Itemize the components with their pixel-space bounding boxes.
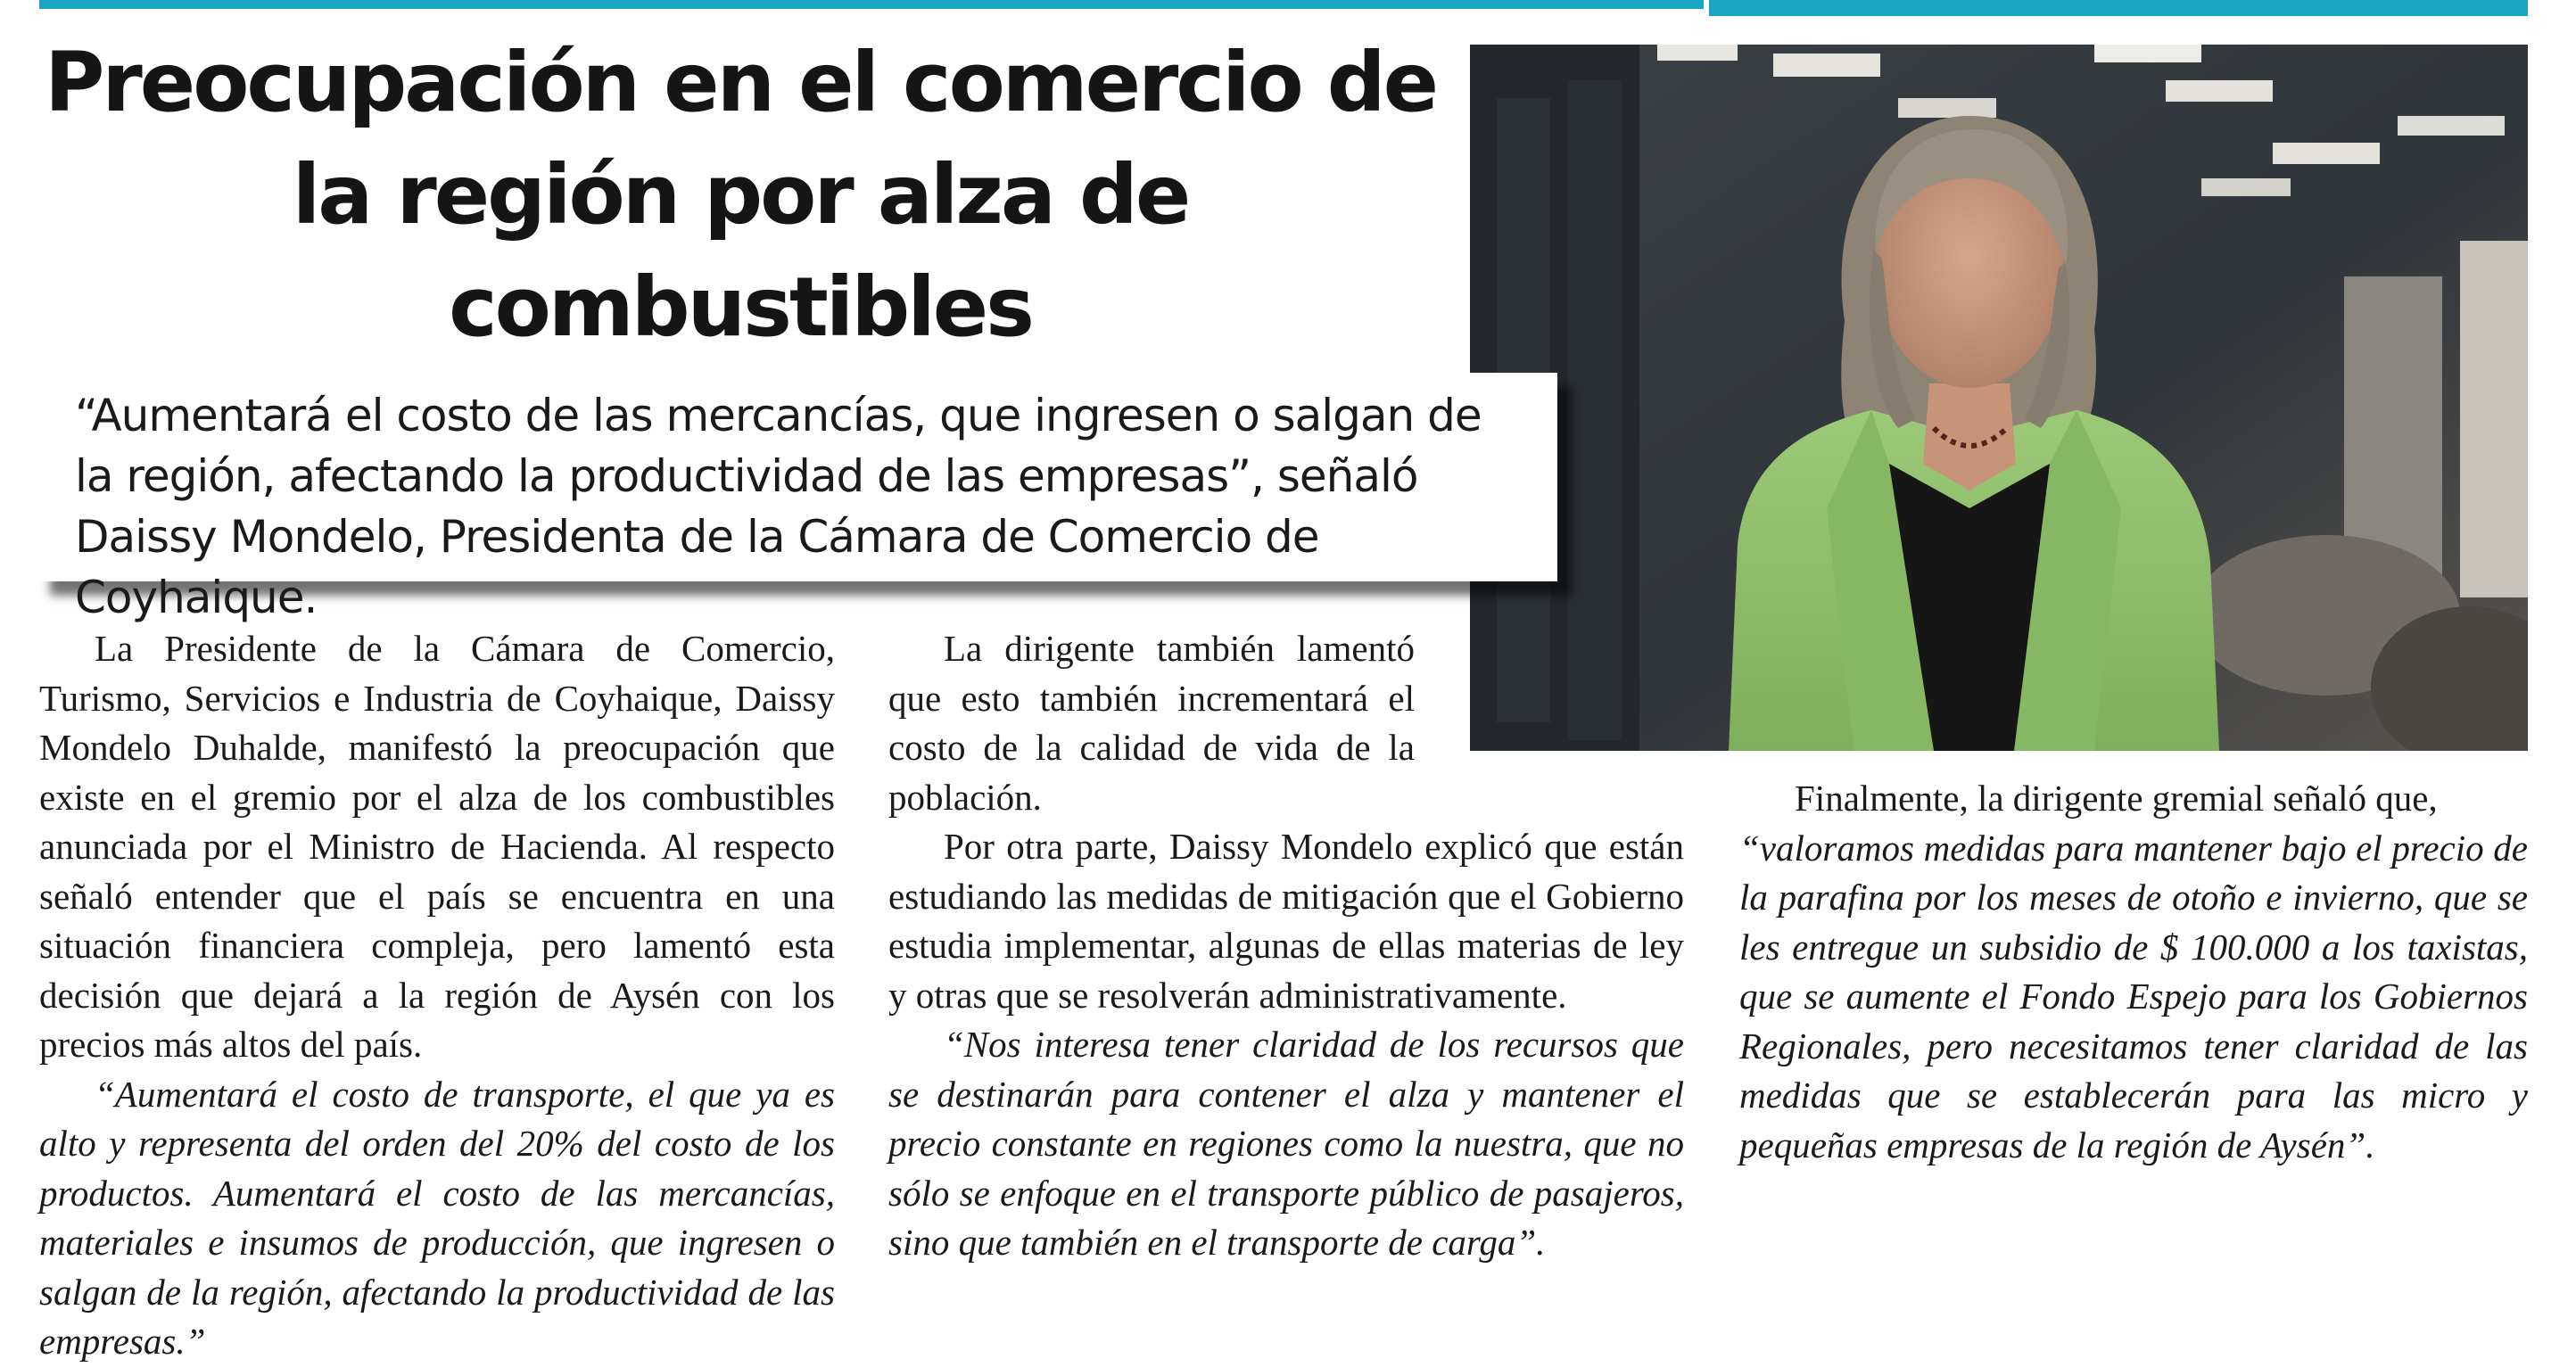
top-accent-bar [39,0,1704,9]
paragraph: Finalmente, la dirigente gremial señaló que, [1795,778,2438,819]
deck-quote: “Aumentará el costo de las mercancías, que ingresen o salgan de la región, afectando la productividad de las empresas”, señaló Daissy Mondelo, Presidenta de la Cámara de Comercio de Coyhaique. [75,390,1482,623]
paragraph: La dirigente también lamentó que esto también incrementará el costo de la calidad de vida de la población. [888,628,1415,818]
article-column-1 [39,624,835,1367]
top-accent-bar-right [1709,0,2528,16]
deck-quote-box [36,373,1557,623]
quote-paragraph: “Nos interesa tener claridad de los recursos que se destinarán para contener el alza y mantener el precio constante en regiones como la nuestra, que no sólo se enfoque en el transporte público de pasajeros, sino que también en el transporte de carga”. [888,1024,1684,1263]
paragraph: La Presidente de la Cámara de Comercio, Turismo, Servicios e Industria de Coyhaique, Daissy Mondelo Duhalde, manifestó la preocupación que existe en el gremio por el alza de los combustibles anunciada por el Ministro de Hacienda. Al respecto señaló entender que el país se encuentra en una situación financiera compleja, pero lamentó esta decisión que dejará a la región de Aysén con los precios más altos del país. [39,628,835,1065]
paragraph: Por otra parte, Daissy Mondelo explicó que están estudiando las medidas de mitigación que el Gobierno estudia implementar, algunas de ellas materias de ley y otras que se resolverán administrativamente. [888,826,1684,1016]
article-column-2 [888,624,1684,1268]
headline: Preocupación en el comercio de la región por alza de combustibles [45,35,1436,355]
quote-paragraph: “valoramos medidas para mantener bajo el precio de la parafina por los meses de otoño e invierno, que se les entregue un subsidio de $ 100.000 a los taxistas, que se aumente el Fondo Espejo para los Gobiernos Regionales, pero necesitamos tener claridad de las medidas que se establecerán para las micro y pequeñas empresas de la región de Aysén”. [1739,827,2528,1165]
quote-paragraph: “Aumentará el costo de transporte, el que ya es alto y representa del orden del 20% del costo de los productos. Aumentará el costo de las mercancías, materiales e insumos de producción, que ingresen o salgan de la región, afectando la productividad de las empresas.” [39,1073,835,1362]
article-column-3 [1739,774,2528,1170]
